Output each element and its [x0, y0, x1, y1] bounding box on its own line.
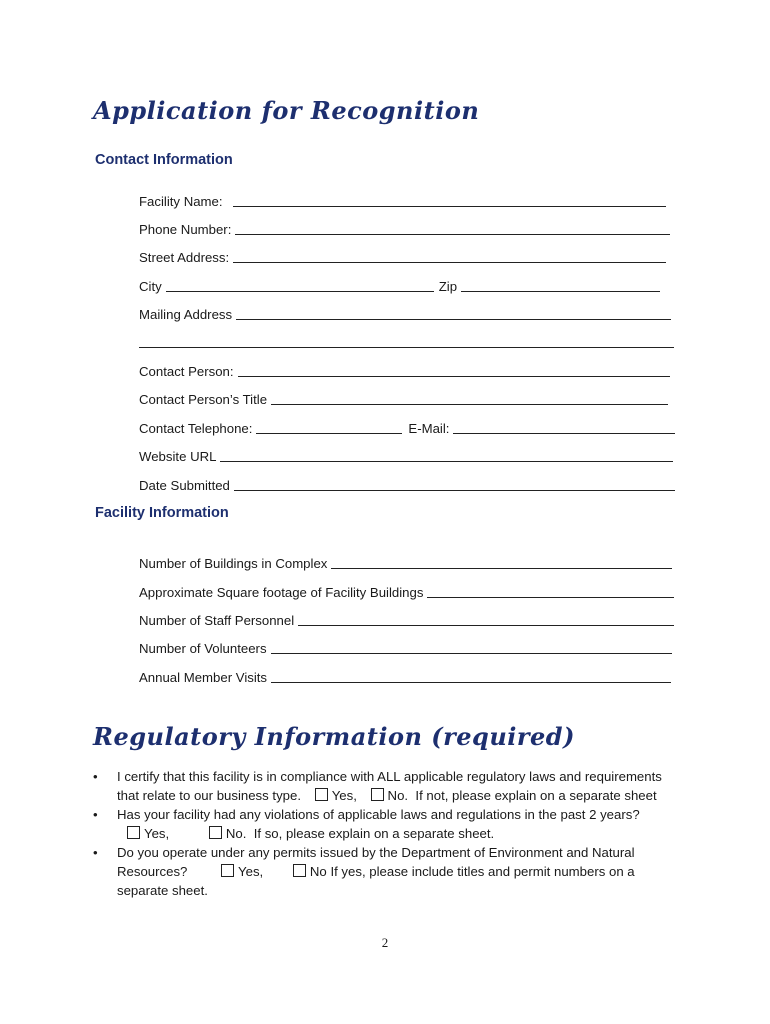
street-address-label: Street Address: [139, 250, 230, 265]
website-url-row [139, 445, 673, 465]
mailing-address-line2-field[interactable] [139, 347, 674, 348]
compliance-question [93, 767, 673, 805]
mailing-address-row [139, 303, 671, 323]
permits-question [93, 843, 673, 900]
staff-personnel-row [139, 609, 674, 629]
facility-name-label: Facility Name: [139, 194, 223, 209]
violations-yes-label: Yes, [144, 826, 170, 841]
facility-name-row [139, 190, 666, 210]
page-number: 2 [381, 935, 389, 950]
violations-question-text: Has your facility had any violations of applicable laws and regulations in the past 2 years? [117, 807, 640, 822]
phone-number-label: Phone Number: [139, 222, 232, 237]
website-url-label: Website URL [139, 449, 217, 464]
compliance-yes-checkbox[interactable] [315, 788, 328, 801]
contact-title-field[interactable] [271, 404, 668, 405]
compliance-question-text: I certify that this facility is in compliance with ALL applicable regulatory laws and requirements that relate to our business type. [117, 769, 662, 803]
contact-person-label: Contact Person: [139, 364, 234, 379]
violations-no-label: No. [225, 826, 247, 841]
permits-no-label: No [309, 864, 327, 879]
square-footage-field[interactable] [427, 597, 674, 598]
square-footage-row [139, 581, 674, 601]
city-field[interactable] [166, 291, 434, 292]
city-label: City [139, 279, 162, 294]
email-field[interactable] [453, 433, 675, 434]
staff-personnel-label: Number of Staff Personnel [139, 613, 295, 628]
bullet-icon: • [93, 807, 98, 822]
contact-title-row [139, 388, 668, 408]
member-visits-row [139, 666, 671, 686]
compliance-no-checkbox[interactable] [371, 788, 384, 801]
volunteers-label: Number of Volunteers [139, 641, 267, 656]
permits-instruction: If yes, please include titles and permit numbers on a separate sheet. [117, 864, 635, 898]
permits-yes-checkbox[interactable] [221, 864, 234, 877]
contact-telephone-field[interactable] [256, 433, 402, 434]
violations-no-checkbox[interactable] [209, 826, 222, 839]
volunteers-field[interactable] [271, 653, 672, 654]
contact-information-heading: Contact Information [95, 152, 233, 168]
zip-field[interactable] [461, 291, 660, 292]
mailing-address-line2-row [139, 331, 674, 351]
city-zip-row [139, 275, 660, 295]
website-url-field[interactable] [220, 461, 673, 462]
violations-yes-checkbox[interactable] [127, 826, 140, 839]
street-address-field[interactable] [233, 262, 666, 263]
page-title: Application for Recognition [93, 96, 480, 125]
facility-name-field[interactable] [233, 206, 666, 207]
date-submitted-row [139, 474, 675, 494]
date-submitted-label: Date Submitted [139, 478, 230, 493]
permits-yes-label: Yes, [238, 864, 264, 879]
staff-personnel-field[interactable] [298, 625, 674, 626]
member-visits-field[interactable] [271, 682, 671, 683]
contact-person-field[interactable] [238, 376, 670, 377]
regulatory-heading: Regulatory Information (required) [93, 722, 575, 751]
bullet-icon: • [93, 845, 98, 860]
permits-no-checkbox[interactable] [293, 864, 306, 877]
email-label: E-Mail: [408, 421, 450, 436]
buildings-field[interactable] [331, 568, 672, 569]
buildings-row [139, 552, 672, 572]
member-visits-label: Annual Member Visits [139, 670, 268, 685]
buildings-label: Number of Buildings in Complex [139, 556, 328, 571]
compliance-instruction: If not, please explain on a separate sheet [415, 788, 657, 803]
compliance-yes-label: Yes, [331, 788, 357, 803]
phone-number-field[interactable] [235, 234, 670, 235]
violations-question [93, 805, 673, 843]
zip-label: Zip [438, 279, 458, 294]
contact-telephone-label: Contact Telephone: [139, 421, 253, 436]
phone-number-row [139, 218, 670, 238]
square-footage-label: Approximate Square footage of Facility Buildings [139, 585, 424, 600]
mailing-address-field[interactable] [236, 319, 671, 320]
date-submitted-field[interactable] [234, 490, 675, 491]
contact-title-label: Contact Person’s Title [139, 392, 268, 407]
volunteers-row [139, 637, 672, 657]
contact-person-row [139, 360, 670, 380]
violations-instruction: If so, please explain on a separate sheet. [253, 826, 495, 841]
street-address-row [139, 246, 666, 266]
mailing-address-label: Mailing Address [139, 307, 233, 322]
permits-question-text: Do you operate under any permits issued by the Department of Environment and Natural Resources? [117, 845, 635, 879]
bullet-icon: • [93, 769, 98, 784]
regulatory-questions [93, 767, 673, 900]
contact-telephone-row [139, 417, 675, 437]
facility-information-heading: Facility Information [95, 505, 229, 521]
compliance-no-label: No. [387, 788, 409, 803]
